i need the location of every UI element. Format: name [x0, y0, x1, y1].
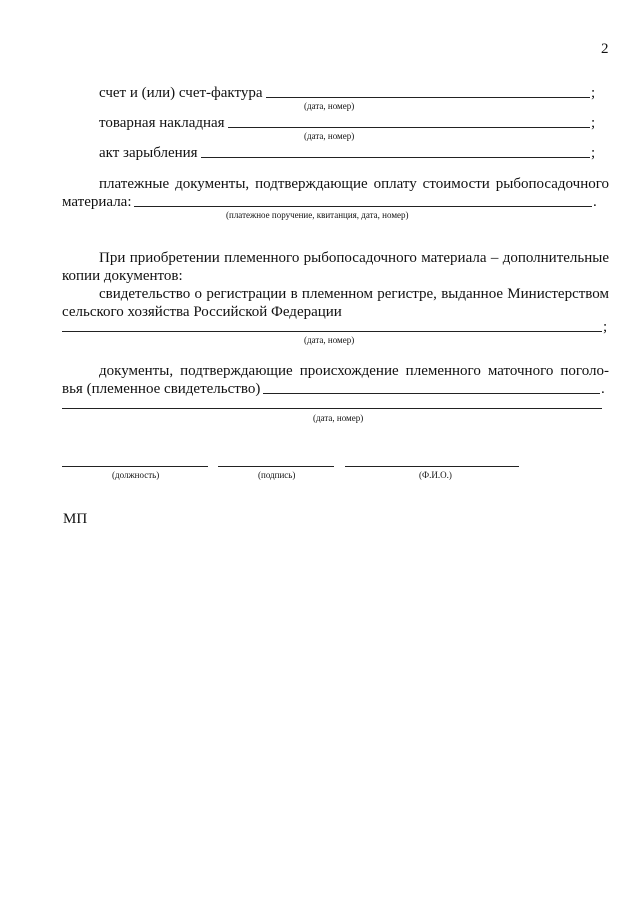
position-field[interactable] [62, 466, 208, 467]
invoice-label: счет и (или) счет-фактура [99, 85, 263, 101]
waybill-end: ; [591, 115, 596, 131]
name-hint: (Ф.И.О.) [419, 470, 452, 480]
payment-hint: (платежное поручение, квитанция, дата, номер) [226, 210, 409, 220]
breeding-line1: При приобретении племенного рыбопосадочного материала – дополнительные [99, 250, 609, 266]
payment-end: . [593, 194, 597, 210]
stocking-act-end: ; [591, 145, 596, 161]
origin-line1: документы, подтверждающие происхождение племенного маточного поголо- [99, 363, 609, 379]
stamp-label: МП [63, 511, 88, 527]
certificate-line2: сельского хозяйства Российской Федерации [62, 304, 342, 320]
breeding-line2: копии документов: [62, 268, 183, 284]
certificate-hint: (дата, номер) [304, 335, 355, 345]
signature-field[interactable] [218, 466, 334, 467]
invoice-hint: (дата, номер) [304, 101, 355, 111]
origin-line2: вья (племенное свидетельство) [62, 381, 261, 397]
page-number: 2 [601, 41, 609, 57]
waybill-label: товарная накладная [99, 115, 225, 131]
certificate-end: ; [603, 319, 608, 335]
origin-field[interactable] [263, 393, 600, 394]
position-hint: (должность) [112, 470, 160, 480]
payment-field[interactable] [134, 206, 592, 207]
waybill-hint: (дата, номер) [304, 131, 355, 141]
origin-end: . [601, 381, 605, 397]
origin-field-continued[interactable] [62, 408, 602, 409]
signature-hint: (подпись) [258, 470, 296, 480]
stocking-act-field[interactable] [201, 157, 590, 158]
origin-hint: (дата, номер) [313, 413, 364, 423]
invoice-end: ; [591, 85, 596, 101]
payment-label: материала: [62, 194, 132, 210]
certificate-line1: свидетельство о регистрации в племенном регистре, выданное Министерством [99, 286, 609, 302]
invoice-field[interactable] [266, 97, 590, 98]
stocking-act-label: акт зарыбления [99, 145, 198, 161]
waybill-field[interactable] [228, 127, 590, 128]
certificate-field[interactable] [62, 331, 602, 332]
name-field[interactable] [345, 466, 519, 467]
payment-line1: платежные документы, подтверждающие оплату стоимости рыбопосадочного [99, 176, 609, 192]
